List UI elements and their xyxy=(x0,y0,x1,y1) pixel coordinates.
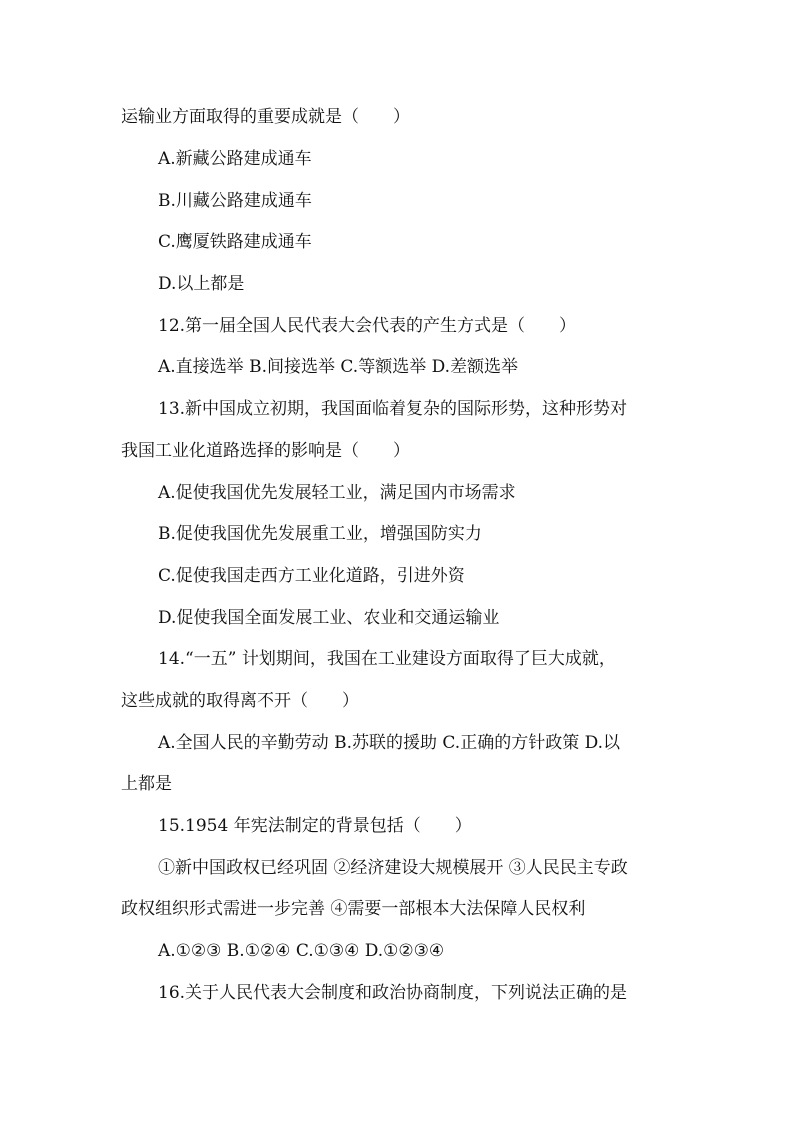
q15-items: ①新中国政权已经巩固 ②经济建设大规模展开 ③人民民主专政 xyxy=(158,858,628,878)
q11-option-c: C.鹰厦铁路建成通车 xyxy=(158,232,312,252)
q13-option-b: B.促使我国优先发展重工业，增强国防实力 xyxy=(158,524,482,544)
q13-option-d: D.促使我国全面发展工业、农业和交通运输业 xyxy=(158,608,500,628)
q16-stem: 16.关于人民代表大会制度和政治协商制度，下列说法正确的是 xyxy=(158,983,628,1003)
q13-option-a: A.促使我国优先发展轻工业，满足国内市场需求 xyxy=(158,483,516,503)
q14-stem: 14.“一五” 计划期间，我国在工业建设方面取得了巨大成就， xyxy=(158,649,616,669)
q13-stem-cont: 我国工业化道路选择的影响是（ ） xyxy=(121,441,410,461)
q13-option-c: C.促使我国走西方工业化道路，引进外资 xyxy=(158,566,465,586)
q13-stem: 13.新中国成立初期，我国面临着复杂的国际形势，这种形势对 xyxy=(158,399,628,419)
q14-options: A.全国人民的辛勤劳动 B.苏联的援助 C.正确的方针政策 D.以 xyxy=(158,733,621,753)
q11-option-a: A.新藏公路建成通车 xyxy=(158,149,312,169)
q12-stem: 12.第一届全国人民代表大会代表的产生方式是（ ） xyxy=(158,316,577,336)
q11-option-b: B.川藏公路建成通车 xyxy=(158,191,312,211)
q11-stem-end: 运输业方面取得的重要成就是（ ） xyxy=(121,107,410,127)
q15-stem: 15.1954 年宪法制定的背景包括（ ） xyxy=(158,816,472,836)
q12-options: A.直接选举 B.间接选举 C.等额选举 D.差额选举 xyxy=(158,357,519,377)
q14-options-cont: 上都是 xyxy=(121,774,172,794)
q15-items-cont: 政权组织形式需进一步完善 ④需要一部根本大法保障人民权利 xyxy=(121,899,586,919)
q15-options: A.①②③ B.①②④ C.①③④ D.①②③④ xyxy=(158,941,445,961)
q14-stem-cont: 这些成就的取得离不开（ ） xyxy=(121,691,359,711)
q11-option-d: D.以上都是 xyxy=(158,274,245,294)
